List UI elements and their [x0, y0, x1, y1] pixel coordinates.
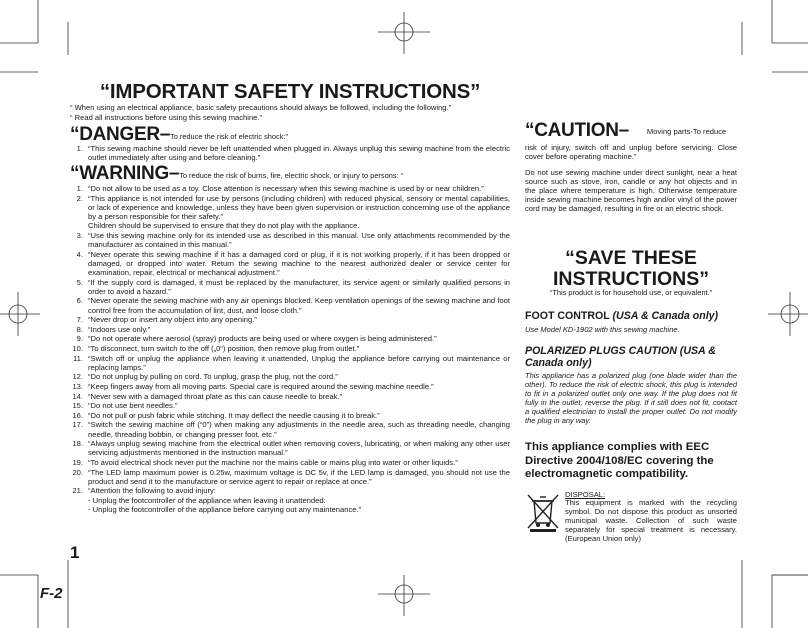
weee-bin-icon [526, 492, 560, 532]
warning-title: “WARNING– [70, 163, 180, 184]
item-text: “Do not pull or push fabric while stitching. It may deflect the needle causing it to break.” [88, 410, 380, 420]
list-item [68, 194, 510, 231]
item-text: “Do not use bent needles.” [88, 401, 178, 411]
intro-line: “ When using an electrical appliance, basic safety precautions should always be followed, including the following.” [70, 103, 452, 112]
list-item [68, 372, 510, 381]
item-number: 11. [73, 353, 83, 363]
stray-mark: 1 [70, 543, 80, 562]
danger-subtitle: To reduce the risk of electric shock:” [170, 132, 288, 141]
list-item [68, 382, 510, 391]
item-number: 17. [72, 420, 83, 430]
item-text: “Never operate this sewing machine if it has a damaged cord or plug, if it is not working properly, if it has been dropped or damaged, or dropped into water. Return the sewing machine to the nearest authorized dealer or service center for examination, repair, electrical or mechanical adjustment.” [88, 249, 510, 277]
item-text: “This appliance is not intended for use by persons (including children) with reduced physical, sensory or mental capabilities, or lack of experience and knowledge, unless they have been given supervision or instruction concerning use of the appliance by a person responsible for their safety.” [88, 193, 510, 221]
sunlight-warning: Do not use sewing machine under direct sunlight, near a heat source such as stove, iron, candle or any hot objects and in the place where temperature is high. Otherwise temperature inside sewing machine becomes high and/or vinyl of the power cord may be damaged, resulting in fire or an electric shock. [525, 168, 737, 214]
caution-subtitle: Moving parts-To reduce [646, 127, 727, 136]
item-number: 2. [76, 193, 83, 203]
item-text: “Do not allow to be used as a toy. Close attention is necessary when this sewing machine is used by or near children.” [88, 184, 484, 193]
item-text: “Do not unplug by pulling on cord. To unplug, grasp the plug, not the cord.” [88, 372, 338, 382]
page-number: F-2 [40, 585, 63, 602]
item-number: 14. [72, 391, 83, 401]
list-item [68, 401, 510, 410]
item-number: 9. [76, 334, 83, 344]
item-number: 6. [76, 296, 83, 306]
item-number: 4. [76, 249, 83, 259]
item-number: 19. [72, 457, 83, 467]
household-note: “This product is for household use, or equivalent.” [549, 288, 713, 297]
item-text: “Always unplug sewing machine from the electrical outlet when removing covers, lubricating, or when making any other user servicing adjustments mentioned in the instruction manual.” [88, 439, 510, 458]
item-number: 13. [72, 381, 83, 391]
item-number: 16. [72, 410, 83, 420]
item-extra-text: Children should be supervised to ensure that they do not play with the appliance. [88, 221, 360, 231]
item-text: “Keep fingers away from all moving parts. Special care is required around the sewing machine needle.” [88, 381, 434, 391]
item-text: “To avoid electrical shock never put the machine nor the mains cable or mains plug into water or other liquids.” [88, 457, 458, 467]
item-sub-bullet: - Unplug the footcontroller of the appliance before carrying out any maintenance.” [88, 504, 362, 514]
item-text: “Do not operate where aerosol (spray) products are being used or where oxygen is being administered.” [88, 334, 437, 344]
caution-heading [525, 120, 737, 142]
list-item [68, 325, 510, 334]
list-item [68, 392, 510, 401]
item-text: “The LED lamp maximum power is 0.25w, maximum voltage is DC 5v, if the LED lamp is damaged, you should not use the product and send it to the manufacture or service agent to repair or replace at once.” [88, 467, 510, 486]
danger-title: “DANGER– [70, 124, 171, 145]
polarized-heading: POLARIZED PLUGS CAUTION (USA & Canada only) [525, 345, 716, 369]
caution-text: risk of injury, switch off and unplug before servicing. Close cover before operating machine.” [525, 143, 737, 162]
item-text: “Indoors use only.” [88, 324, 151, 334]
list-item [68, 334, 510, 343]
item-number: 21. [72, 486, 83, 496]
list-item [68, 439, 510, 457]
list-item [68, 420, 510, 438]
item-number: 10. [72, 343, 83, 353]
eec-compliance: This appliance complies with EEC Directive 2004/108/EC covering the electromagnetic compatibility. [525, 441, 714, 480]
list-item [68, 231, 510, 249]
item-text: “To disconnect, turn switch to the off („0“) position, then remove plug from outlet.” [88, 343, 360, 353]
foot-control-text: Use Model KD-1902 with this sewing machine. [525, 325, 680, 334]
item-number: 1. [76, 184, 83, 193]
danger-heading [70, 124, 288, 146]
item-text: “Switch the sewing machine off (“0”) when making any adjustments in the needle area, such as threading needle, changing needle, threading bobbin, or changing presser foot, etc.” [88, 420, 510, 439]
warning-heading [70, 163, 403, 185]
disposal-text: This equipment is marked with the recycling symbol. Do not dispose this product as unsorted municipal waste. Collection of such waste separately for special treatment is necessary. (European Union only) [565, 498, 737, 543]
foot-control-title: FOOT CONTROL [525, 310, 610, 322]
item-number: 15. [72, 401, 83, 411]
item-number: 20. [72, 467, 83, 477]
list-item [68, 354, 510, 372]
item-text: “Use this sewing machine only for its intended use as described in this manual. Use only attachments recommended by the manufacturer as contained in this manual.” [88, 230, 510, 249]
item-number: 8. [76, 324, 83, 334]
item-number: 5. [76, 277, 83, 287]
list-item [68, 486, 510, 514]
intro-line: “ Read all instructions before using this sewing machine.” [70, 113, 263, 122]
page-title: “IMPORTANT SAFETY INSTRUCTIONS” [99, 80, 481, 103]
item-text: “Never sew with a damaged throat plate as this can cause needle to break.” [88, 391, 343, 401]
item-number: 18. [72, 439, 83, 449]
item-text: “Never drop or insert any object into any opening.” [88, 315, 257, 325]
item-number: 12. [72, 372, 83, 382]
list-item [68, 278, 510, 296]
item-text: “Attention the following to avoid injury: [88, 486, 216, 496]
item-number: 1. [76, 144, 83, 153]
list-item [68, 184, 510, 193]
warning-list [68, 184, 510, 514]
item-text: “This sewing machine should never be left unattended when plugged in. Always unplug this sewing machine from the electric outlet immediately after using and before cleaning.” [88, 144, 510, 163]
item-text: “If the supply cord is damaged, it must be replaced by the manufacturer, its service agent or similarly qualified persons in order to avoid a hazard.” [88, 277, 510, 296]
save-instructions-title [525, 248, 737, 290]
danger-list [68, 144, 510, 163]
list-item [68, 315, 510, 324]
foot-control-heading [525, 310, 737, 322]
caution-title: “CAUTION– [525, 120, 629, 141]
warning-subtitle: To reduce the risk of burns, fire, electric shock, or injury to persons: “ [179, 171, 404, 180]
item-number: 7. [76, 315, 83, 325]
item-sub-bullet: - Unplug the footcontroller of the appliance when leaving it unattended: [88, 495, 326, 505]
list-item [68, 296, 510, 314]
item-number: 3. [76, 230, 83, 240]
foot-control-region: (USA & Canada only) [612, 310, 719, 322]
save-line-1: “SAVE THESE [565, 247, 697, 269]
list-item [68, 468, 510, 486]
list-item [68, 144, 510, 162]
disposal-label: DISPOSAL: [565, 490, 606, 499]
item-text: “Never operate the sewing machine with any air openings blocked. Keep ventilation openings of the sewing machine and foot control free from the accumulation of lint, dust, and loose cloth.” [88, 296, 510, 315]
list-item [68, 250, 510, 278]
list-item [68, 458, 510, 467]
save-line-2: INSTRUCTIONS” [553, 268, 709, 290]
item-text: “Switch off or unplug the appliance when leaving it unattended, Unplug the appliance before carrying out maintenance or replacing lamps.” [88, 353, 510, 372]
list-item [68, 411, 510, 420]
list-item [68, 344, 510, 353]
polarized-text: This appliance has a polarized plug (one blade wider than the other). To reduce the risk of electric shock, this plug is intended to fit in a polarized outlet only one way. If the plug does not fit fully in the outlet, reverse the plug. If it still does not fit, contact a qualified electrician to install the proper outlet. Do not modify the plug in any way. [525, 371, 737, 425]
